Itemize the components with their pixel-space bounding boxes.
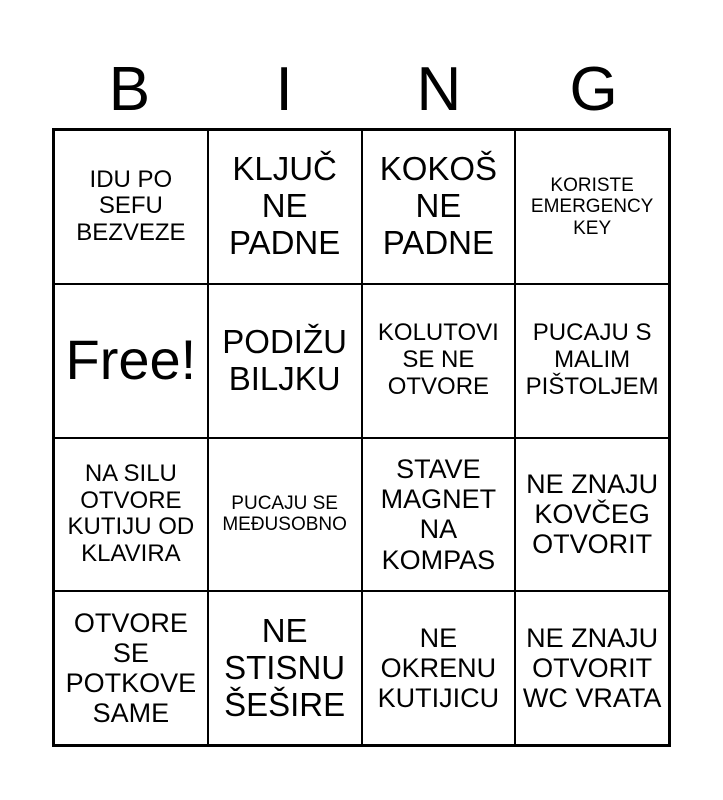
bingo-cell[interactable]: NE OKRENU KUTIJICU (362, 591, 516, 745)
bingo-cell[interactable]: OTVORE SE POTKOVE SAME (54, 591, 208, 745)
bingo-cell[interactable]: NE ZNAJU KOVČEG OTVORIT (515, 438, 669, 592)
bingo-header (52, 52, 671, 128)
bingo-card-grid (52, 128, 671, 747)
bingo-cell[interactable]: IDU PO SEFU BEZVEZE (54, 130, 208, 284)
bingo-cell[interactable]: NE STISNU ŠEŠIRE (208, 591, 362, 745)
header-letter-b: B (108, 55, 151, 124)
free-cell[interactable]: Free! (54, 284, 208, 438)
bingo-cell[interactable]: PUCAJU S MALIM PIŠTOLJEM (515, 284, 669, 438)
header-letter-n: N (416, 55, 462, 124)
bingo-cell[interactable]: KOLUTOVI SE NE OTVORE (362, 284, 516, 438)
bingo-cell[interactable]: NA SILU OTVORE KUTIJU OD KLAVIRA (54, 438, 208, 592)
bingo-cell[interactable]: KOKOŠ NE PADNE (362, 130, 516, 284)
bingo-cell[interactable]: PODIŽU BILJKU (208, 284, 362, 438)
bingo-cell[interactable]: KORISTE EMERGENCY KEY (515, 130, 669, 284)
header-letter-i: I (275, 55, 293, 124)
bingo-cell[interactable]: PUCAJU SE MEĐUSOBNO (208, 438, 362, 592)
header-letter-g: G (569, 55, 618, 124)
bingo-cell[interactable]: STAVE MAGNET NA KOMPAS (362, 438, 516, 592)
bingo-cell[interactable]: NE ZNAJU OTVORIT WC VRATA (515, 591, 669, 745)
bingo-cell[interactable]: KLJUČ NE PADNE (208, 130, 362, 284)
